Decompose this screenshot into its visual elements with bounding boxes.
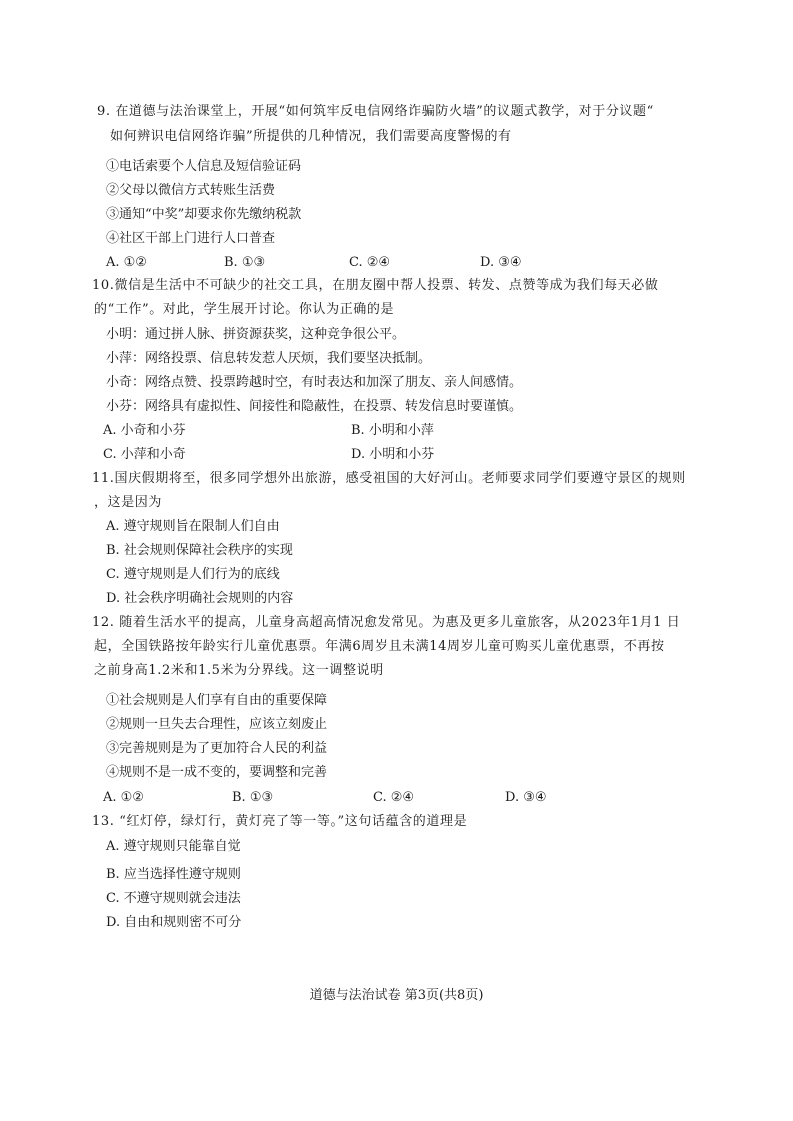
q12-stem-line1: 12. 随着生活水平的提高，儿童身高超高情况愈发常见。为惠及更多儿童旅客，从2023年1月1 日	[92, 615, 681, 630]
q9-item-1: ①电话索要个人信息及短信验证码	[106, 159, 302, 174]
q12-option-a: A. ①②	[103, 790, 144, 805]
q11-option-b: B. 社会规则保障社会秩序的实现	[106, 543, 293, 558]
q9-item-3: ③通知“中奖”却要求你先缴纳税款	[106, 207, 302, 222]
q13-option-d: D. 自由和规则密不可分	[106, 915, 242, 930]
q10-option-a: A. 小奇和小芬	[103, 423, 186, 438]
q12-option-b: B. ①③	[232, 790, 274, 805]
page-footer: 道德与法治试卷 第3页(共8页)	[309, 988, 484, 1003]
q13-option-b: B. 应当选择性遵守规则	[106, 867, 241, 882]
q11-stem-line2: ，这是因为	[94, 495, 163, 510]
q12-item-4: ④规则不是一成不变的，要调整和完善	[106, 765, 328, 780]
q9-option-a: A. ①②	[106, 255, 147, 270]
q12-item-2: ②规则一旦失去合理性，应该立刻废止	[106, 717, 328, 732]
q9-option-c: C. ②④	[349, 255, 391, 270]
q13-stem-line1: 13. “红灯停，绿灯行，黄灯亮了等一等。”这句话蕴含的道理是	[92, 814, 468, 829]
q9-option-d: D. ③④	[480, 255, 522, 270]
q10-stem-line1: 10.微信是生活中不可缺少的社交工具，在朋友圈中帮人投票、转发、点赞等成为我们每天必做	[92, 278, 659, 293]
q10-stem-line2: 的“工作”。对此，学生展开讨论。你认为正确的是	[94, 302, 395, 317]
q13-option-a: A. 遵守规则只能靠自觉	[106, 839, 241, 854]
q10-item-1: 小明：通过拼人脉、拼资源获奖，这种竞争很公平。	[106, 327, 406, 342]
q9-item-4: ④社区干部上门进行人口普查	[106, 231, 276, 246]
q9-item-2: ②父母以微信方式转账生活费	[106, 183, 276, 198]
q9-option-b: B. ①③	[224, 255, 266, 270]
q10-option-b: B. 小明和小萍	[351, 423, 434, 438]
q9-stem-line1: 9. 在道德与法治课堂上，开展“如何筑牢反电信网络诈骗防火墙”的议题式教学，对于分议题“	[97, 104, 654, 119]
q12-item-1: ①社会规则是人们享有自由的重要保障	[106, 693, 328, 708]
q10-option-c: C. 小萍和小奇	[103, 447, 186, 462]
q12-stem-line2: 起，全国铁路按年龄实行儿童优惠票。年满6周岁且未满14周岁儿童可购买儿童优惠票，不再按	[94, 639, 665, 654]
q11-stem-line1: 11.国庆假期将至，很多同学想外出旅游，感受祖国的大好河山。老师要求同学们要遵守景区的规则	[92, 471, 686, 486]
q11-option-c: C. 遵守规则是人们行为的底线	[106, 567, 280, 582]
q12-stem-line3: 之前身高1.2米和1.5米为分界线。这一调整说明	[94, 663, 384, 678]
q13-option-c: C. 不遵守规则就会违法	[106, 891, 241, 906]
q10-item-2: 小萍：网络投票、信息转发惹人厌烦，我们要坚决抵制。	[106, 351, 432, 366]
q12-item-3: ③完善规则是为了更加符合人民的利益	[106, 741, 328, 756]
q11-option-a: A. 遵守规则旨在限制人们自由	[106, 519, 280, 534]
q9-stem-line2: 如何辨识电信网络诈骗”所提供的几种情况，我们需要高度警惕的有	[110, 129, 512, 144]
q10-item-4: 小芬：网络具有虚拟性、间接性和隐蔽性，在投票、转发信息时要谨慎。	[106, 399, 523, 414]
q12-option-c: C. ②④	[373, 790, 415, 805]
q10-option-d: D. 小明和小芬	[351, 447, 435, 462]
q10-item-3: 小奇：网络点赞、投票跨越时空，有时表达和加深了朋友、亲人间感情。	[106, 375, 523, 390]
q12-option-d: D. ③④	[505, 790, 547, 805]
q11-option-d: D. 社会秩序明确社会规则的内容	[106, 591, 294, 606]
